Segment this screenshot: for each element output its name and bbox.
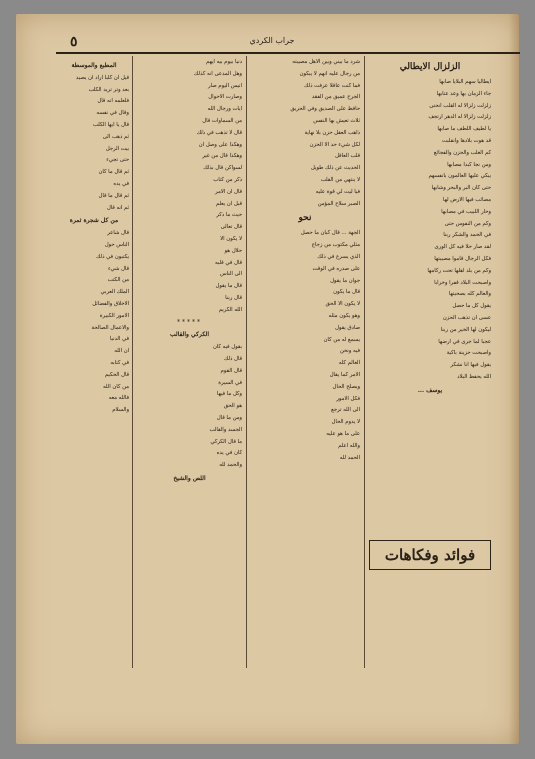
- text-line: ذكر من كتاب: [213, 176, 242, 183]
- text-line: وحار اللبيب في مصابها: [441, 208, 491, 215]
- column-1-heading: الزلزال الايطالي: [399, 62, 461, 72]
- column-1-body: [369, 78, 491, 383]
- top-rule: [56, 52, 520, 54]
- text-line: من السماوات قال: [202, 117, 242, 124]
- text-line: فيه ونحن: [339, 348, 360, 355]
- text-line: على ما هو عليه: [326, 430, 360, 437]
- text-line: من الكتب: [107, 277, 129, 284]
- column-divider: [132, 56, 133, 668]
- text-line: وهكذا قال من غير: [202, 153, 242, 160]
- column-divider: [246, 56, 247, 668]
- text-line: وهكذا على وصل ان: [198, 141, 242, 148]
- column-3-body: [137, 58, 242, 316]
- text-line: لا يدوم الحال: [331, 419, 360, 426]
- text-line: شرد ما بيني وبين الاهل مصيبته: [292, 59, 360, 65]
- text-line: ايات ورجال الله: [207, 106, 242, 113]
- text-line: بعد وتر تريد الكلب: [88, 86, 129, 93]
- text-line: قال تعالى: [220, 224, 242, 231]
- text-line: يقول كل ما حصل: [452, 303, 491, 310]
- text-line: من رجال عليه انهم لا يبكون: [299, 70, 360, 77]
- text-line: قال ما يكون: [333, 289, 360, 296]
- text-line: الصبر سلاح المؤمن: [317, 200, 360, 207]
- text-line: فكل الرجال قاموا مصيبتها: [434, 255, 491, 262]
- text-line: قال شاعر: [107, 230, 129, 237]
- column-3-subheading: اللص والشيخ: [173, 474, 206, 482]
- text-line: يكتبون في ذلك: [96, 253, 129, 260]
- text-line: وقال في نفسه: [96, 110, 129, 117]
- text-line: في السيرة: [218, 379, 242, 386]
- text-line: قال الحكيم: [104, 371, 129, 378]
- text-line: من كان الله: [103, 383, 129, 390]
- text-line: والحمد لله: [219, 462, 242, 469]
- section-banner-title: فوائد وفكاهات: [384, 546, 476, 564]
- text-line: مثلي مكتوب من زجاج: [311, 242, 360, 249]
- text-line: الله يحفظ البلاد: [457, 373, 491, 380]
- text-line: لا يكون الا الحق: [325, 301, 360, 308]
- text-line: وهل المدعى انه كذلك: [193, 70, 242, 77]
- text-line: يا لطيف اللطف ما صابها: [437, 126, 491, 133]
- text-line: وكم من بلد اهلها تحت ركامها: [427, 267, 491, 274]
- text-line: انيس اليوم صار: [207, 82, 242, 89]
- text-line: حافظ على الصديق وفي الحريق: [290, 106, 360, 113]
- column-4-subheading: من كل شجرة ثمرة: [69, 217, 119, 225]
- text-line: وكم من النفوس حتى: [444, 220, 491, 227]
- text-line: دنيا بيوم بيه ايهم: [205, 59, 242, 65]
- text-line: فيا ليت لي قوة عليه: [315, 188, 360, 195]
- text-line: والعالم كله بصحبتها: [448, 291, 491, 298]
- text-line: قبل ان يعلم: [215, 200, 242, 207]
- text-line: حيث ما ذكر: [216, 212, 242, 219]
- text-line: يسمع له من كان: [323, 336, 360, 343]
- text-line: ان الله: [114, 348, 129, 355]
- text-line: الذي يسرع في ذلك: [317, 253, 360, 260]
- page-number: ٥: [70, 34, 78, 50]
- column-4-body-2: [59, 229, 129, 416]
- text-line: يقول فيها انا نشكر: [450, 362, 491, 369]
- text-line: ومن نجا كبدا مصابها: [447, 161, 491, 168]
- text-line: واصبحت البلاد قفرا وخرابا: [434, 279, 491, 286]
- text-line: حتى تجيء: [106, 157, 129, 164]
- text-line: وصارت الاحوال: [208, 94, 242, 101]
- section-stars: *****: [177, 318, 202, 326]
- text-line: ذاهب العقل حزن بلا نهاية: [304, 129, 360, 136]
- column-2-heading: نحو: [298, 213, 312, 224]
- text-line: قيل ان كلبا اراد ان يصيد: [75, 74, 129, 81]
- column-4: [59, 58, 129, 668]
- text-line: قال ربنا: [225, 294, 242, 301]
- column-1: [369, 58, 491, 528]
- text-line: جاء الزمان بها وعد عتابها: [436, 90, 491, 97]
- text-line: هو الحق: [223, 403, 242, 410]
- text-line: يبكي عليها العالمون بانفسهم: [428, 173, 491, 180]
- text-line: زلزلت زلزالا له القلب انحنى: [429, 102, 491, 109]
- text-line: الحمد لله: [339, 454, 360, 461]
- text-line: لكل شيء حد الا الحزن: [309, 141, 360, 148]
- text-line: لسواكن قال بذلك: [203, 165, 242, 172]
- column-2-body-2: [250, 229, 360, 463]
- text-line: كان في يده: [216, 450, 242, 457]
- text-line: بيت الرجل: [105, 145, 129, 152]
- text-line: الى الله ترجع: [330, 407, 360, 414]
- text-line: زلزلت زلزالا له الدهر ارتجف: [428, 114, 491, 121]
- text-line: والسلام: [112, 407, 129, 414]
- text-line: ثم قال ما قال: [98, 192, 129, 199]
- text-line: الله الكريم: [218, 306, 242, 313]
- text-line: ثم انه قال: [106, 204, 129, 211]
- text-line: كم الغلب والحزن والفجائع: [433, 149, 491, 156]
- text-line: ليكون لها الخير من ربنا: [440, 326, 491, 333]
- text-line: الامر كما يقال: [329, 371, 360, 378]
- text-line: ايطاليا سهم البلايا صابها: [439, 79, 491, 85]
- text-line: لا يكون الا: [220, 235, 242, 242]
- text-line: الجرح عميق من الفقد: [311, 94, 360, 101]
- text-line: ثم قال ما كان: [98, 169, 129, 176]
- text-line: قال ما يقول: [215, 283, 242, 290]
- text-line: ما قال الكركي: [210, 438, 242, 445]
- text-line: لا ينتهي من القلب: [320, 176, 360, 183]
- text-line: الجسد والقالب: [209, 426, 242, 433]
- text-line: عسى ان تذهب الحزن: [442, 314, 491, 321]
- column-4-body: [59, 74, 129, 214]
- text-line: فلعلمه انه قال: [97, 98, 129, 105]
- text-line: قلب العاقل: [335, 153, 360, 160]
- text-line: ثم ذهب الى: [102, 133, 129, 140]
- column-1-author: يوسف ...: [417, 386, 443, 394]
- text-line: قال لا تذهب في ذلك: [196, 129, 242, 136]
- text-line: الى الناس: [220, 271, 242, 278]
- column-3: [137, 58, 242, 668]
- section-banner: [369, 540, 491, 570]
- text-line: الامور الكبيرة: [99, 312, 129, 319]
- text-line: قال ان الامر: [215, 188, 242, 195]
- text-line: فكل الامور: [336, 395, 360, 402]
- text-line: عجبا لما جرى في ارضها: [438, 338, 491, 345]
- text-line: ويصلح الحال: [332, 383, 360, 390]
- text-line: وهو يكون مثله: [328, 312, 360, 319]
- text-line: العالم كله: [338, 360, 360, 367]
- text-line: حلال هو: [224, 247, 242, 254]
- text-line: قال شيء: [107, 265, 129, 272]
- text-line: الجهة ... قال كبان ما حصل: [300, 230, 360, 237]
- text-line: والله اعلم: [338, 442, 360, 449]
- text-line: الاخلاق والفضائل: [92, 300, 129, 307]
- text-line: في كتابه: [110, 359, 129, 366]
- text-line: حتى كان البر والبحر وشابها: [431, 185, 491, 192]
- text-line: الحديث عن ذلك طويل: [310, 165, 360, 172]
- text-line: ثلاث تعيش بها النفس: [313, 117, 360, 124]
- text-line: قال في قلبه: [214, 259, 242, 266]
- text-line: والاعمال الصالحة: [91, 324, 129, 331]
- column-2-body: [250, 58, 360, 209]
- text-line: الملك العربي: [100, 289, 129, 296]
- text-line: قال يا ايها الكلب: [92, 121, 129, 128]
- text-line: قال القوم: [220, 367, 242, 374]
- text-line: في الدنيا: [109, 336, 129, 343]
- text-line: واصبحت حزينة باكية: [446, 350, 491, 357]
- text-line: قال ذلك: [223, 355, 242, 362]
- text-line: قد هوت بلادها وانقلبت: [441, 137, 491, 144]
- text-line: الناس حول: [104, 241, 129, 248]
- text-line: لقد صار حلا فيه كل الورى: [434, 244, 491, 251]
- text-line: مصائب فيها الارض لها: [442, 196, 491, 203]
- text-line: في يده: [113, 180, 129, 187]
- column-3-heading: الكركي والقالب: [169, 331, 210, 339]
- column-2: [250, 58, 360, 668]
- column-divider: [364, 56, 365, 668]
- text-line: بقول فيه كان: [212, 344, 242, 351]
- column-3-body-2: [137, 343, 242, 471]
- column-4-heading: المطبع والموسطة: [71, 62, 117, 69]
- text-line: في الحمد والشكر ربنا: [443, 232, 491, 239]
- text-line: ومن ما قال: [216, 414, 242, 421]
- text-line: فالله معه: [108, 395, 129, 402]
- text-line: فما كنت عاقلا عرفت ذلك: [304, 82, 360, 89]
- text-line: على صدره في الوقت: [312, 265, 360, 272]
- text-line: صادق يقول: [334, 324, 360, 331]
- text-line: جوان ما يقول: [330, 277, 360, 284]
- running-title: جراب الكردي: [249, 36, 295, 45]
- text-line: وكل ما فيها: [216, 391, 242, 398]
